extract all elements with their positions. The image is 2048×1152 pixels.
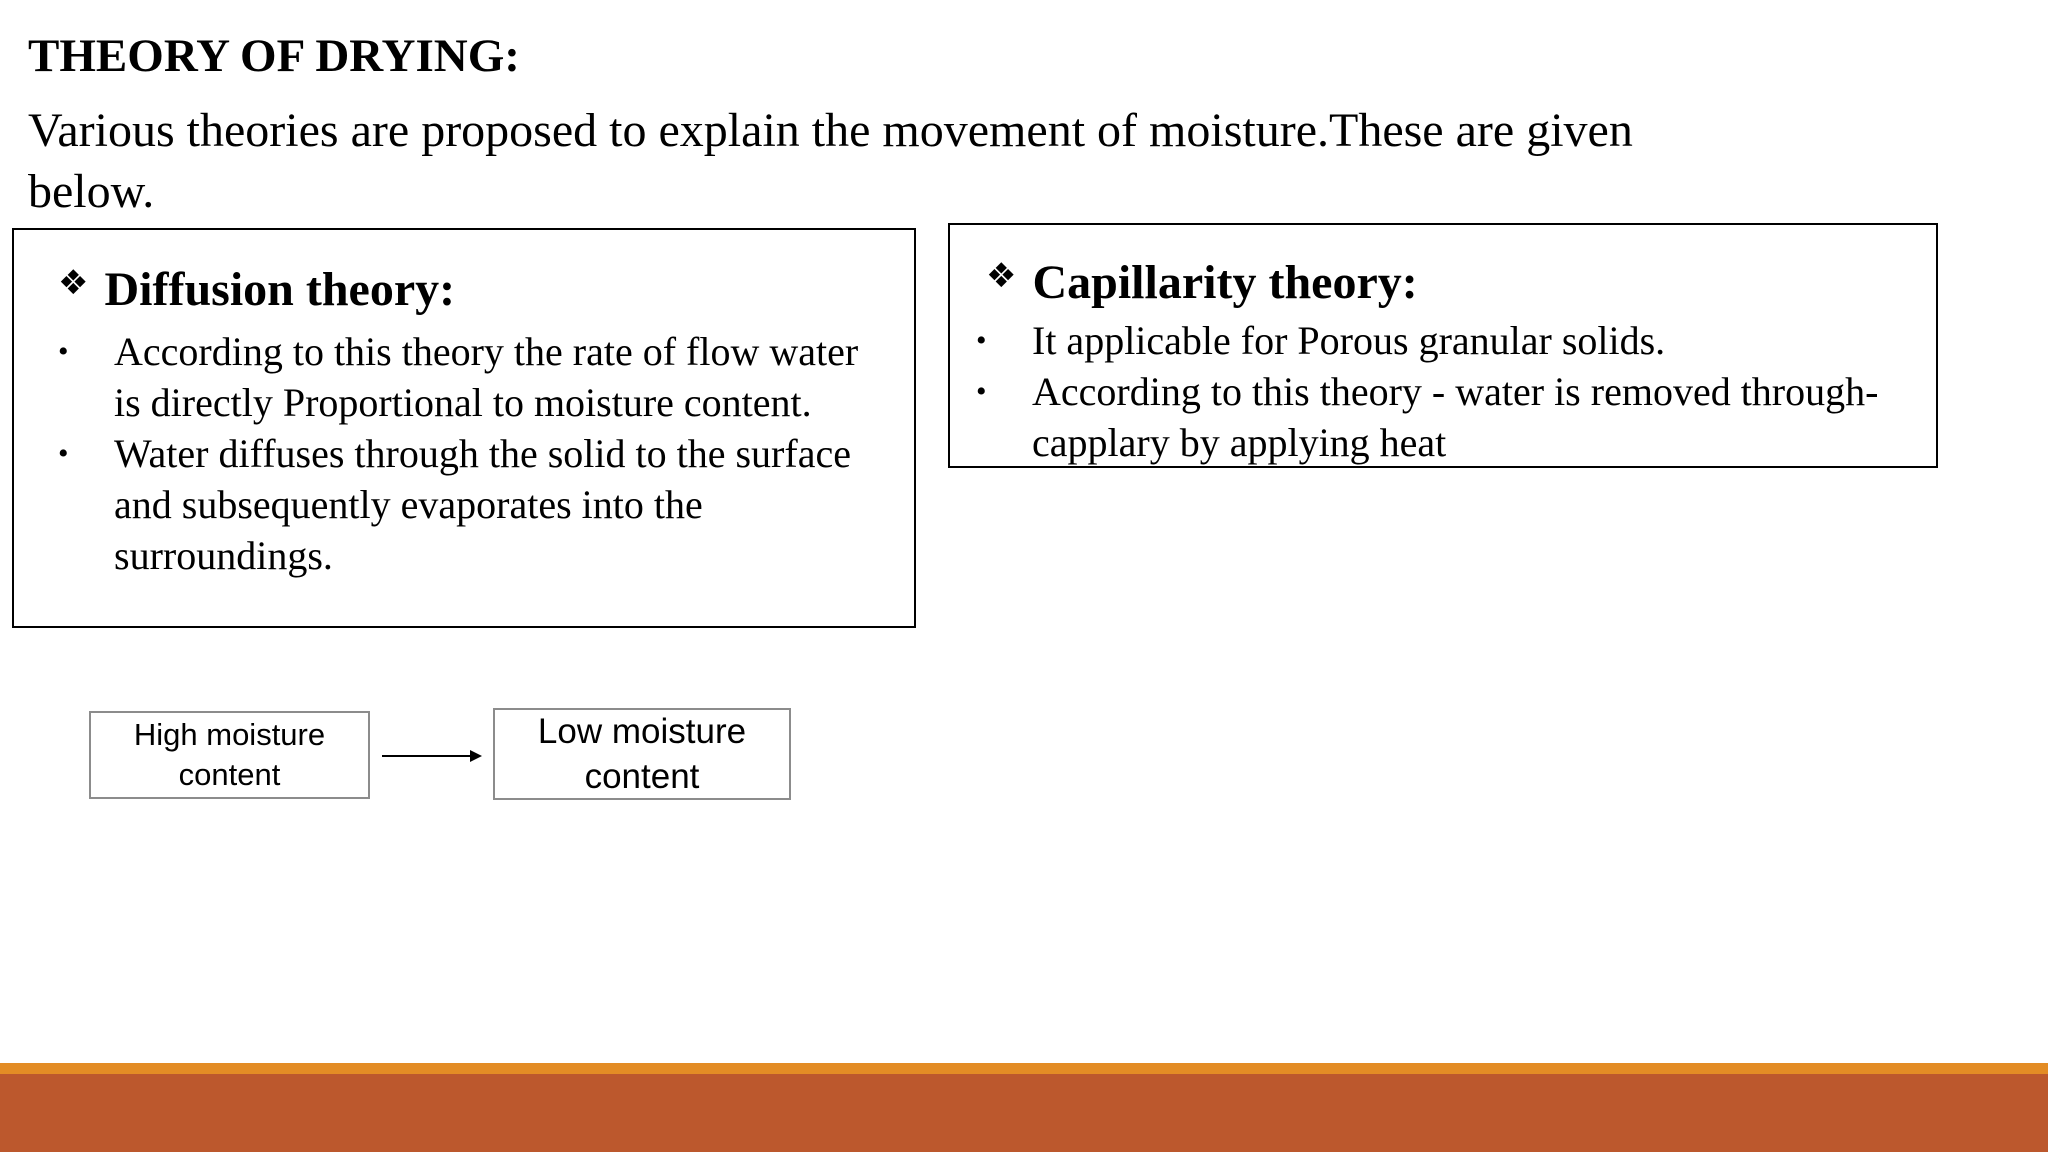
footer-bar xyxy=(0,1074,2048,1152)
bullet-text: It applicable for Porous granular solids. xyxy=(1032,318,1666,363)
footer-accent-bar xyxy=(0,1063,2048,1074)
high-moisture-label: High moisture content xyxy=(133,717,326,792)
diamond-cluster-icon: ❖ xyxy=(58,263,89,303)
intro-text: Various theories are proposed to explain the movement of moisture.These are given below. xyxy=(28,104,1633,218)
capillarity-heading: Capillarity theory: xyxy=(1032,256,1418,309)
diffusion-heading: Diffusion theory: xyxy=(104,263,456,316)
list-item xyxy=(58,428,894,581)
bullet-dot-icon: • xyxy=(58,437,69,470)
diffusion-bullet-list xyxy=(58,326,894,581)
bullet-text: According to this theory the rate of flow water is directly Proportional to moisture content. xyxy=(114,329,859,425)
list-item xyxy=(976,366,1912,468)
bullet-text: According to this theory - water is removed through-capplary by applying heat xyxy=(1032,369,1879,465)
capillarity-bullet-list xyxy=(976,315,1912,468)
slide-title: THEORY OF DRYING: xyxy=(28,30,520,82)
bullet-dot-icon: • xyxy=(976,375,987,408)
list-item xyxy=(976,315,1912,366)
list-item xyxy=(58,326,894,428)
capillarity-heading-row xyxy=(986,255,1418,311)
bullet-text: Water diffuses through the solid to the surface and subsequently evaporates into the surroundings. xyxy=(114,431,851,578)
capillarity-theory-box xyxy=(948,223,1938,468)
bullet-dot-icon: • xyxy=(976,324,987,357)
bullet-dot-icon: • xyxy=(58,335,69,368)
diffusion-heading-row xyxy=(58,262,455,318)
low-moisture-box xyxy=(493,708,791,800)
diffusion-theory-box xyxy=(12,228,916,628)
diamond-cluster-icon: ❖ xyxy=(986,256,1017,296)
high-moisture-box xyxy=(89,711,370,799)
low-moisture-label: Low moisture content xyxy=(537,712,747,796)
arrow-right-icon xyxy=(380,744,486,768)
